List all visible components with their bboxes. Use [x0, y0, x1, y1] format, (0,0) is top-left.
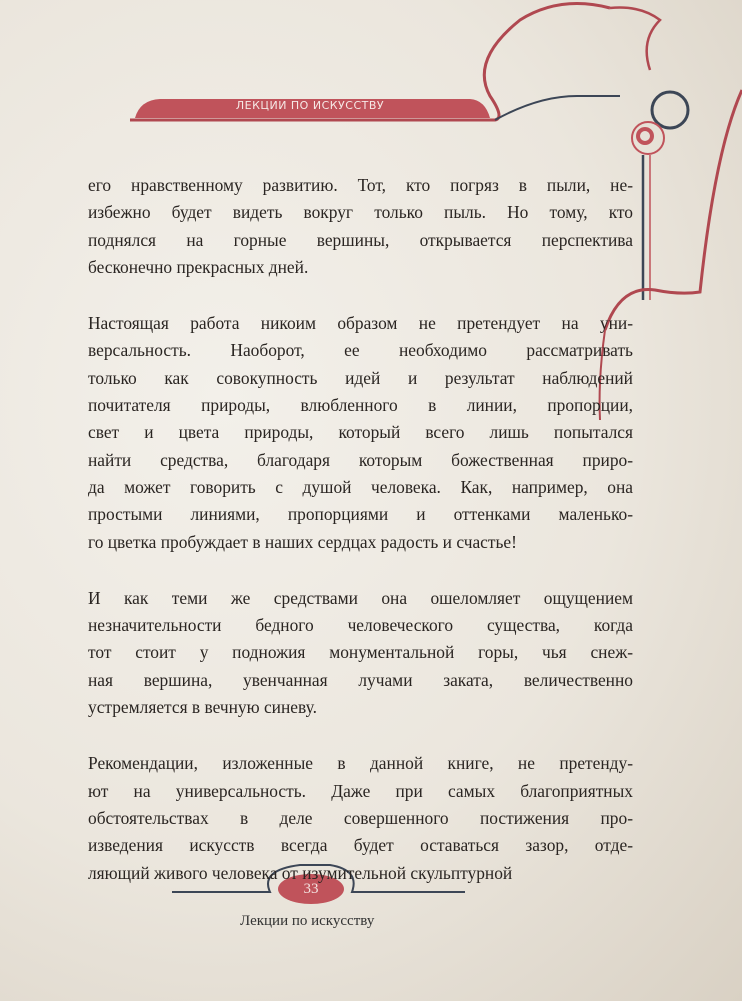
paragraph: [88, 310, 633, 556]
text-line: незначительности бедного человеческого существа, когда: [88, 615, 633, 636]
text-line: бесконечно прекрасных дней.: [88, 256, 309, 277]
text-line: го цветка пробуждает в наших сердцах радость и счастье!: [88, 531, 517, 552]
text-line: И как теми же средствами она ошеломляет ощущением: [88, 587, 633, 608]
text-line: версальность. Наоборот, ее необходимо рассматривать: [88, 340, 633, 361]
body-text: [88, 172, 633, 916]
text-line: ляющий живого человека от изумительной скульптурной: [88, 862, 513, 883]
running-header: ЛЕКЦИИ ПО ИСКУССТВУ: [235, 99, 385, 112]
text-line: почитателя природы, влюбленного в линии, пропорции,: [88, 395, 633, 416]
footer-book-title: Лекции по искусству: [240, 913, 375, 929]
text-line: да может говорить с душой человека. Как, например, она: [88, 476, 633, 497]
text-line: свет и цвета природы, который всего лишь попытался: [88, 422, 633, 443]
text-line: найти средства, благодаря которым божественная приро-: [88, 449, 633, 470]
text-line: поднялся на горные вершины, открывается перспектива: [88, 229, 633, 250]
paragraph: [88, 585, 633, 721]
text-line: простыми линиями, пропорциями и оттенками маленько-: [88, 504, 633, 525]
text-line: его нравственному развитию. Тот, кто погряз в пыли, не-: [88, 175, 633, 195]
text-line: Настоящая работа никоим образом не претендует на уни-: [88, 313, 633, 334]
text-line: избежно будет видеть вокруг только пыль. Но тому, кто: [88, 202, 633, 223]
paragraph: [88, 172, 633, 281]
text-line: обстоятельствах в деле совершенного постижения про-: [88, 807, 633, 828]
text-line: тот стоит у подножия монументальной горы, чья снеж-: [88, 642, 633, 663]
paragraph: [88, 750, 633, 886]
text-line: изведения искусств всегда будет оставаться зазор, отде-: [88, 835, 633, 856]
text-line: ная вершина, увенчанная лучами заката, величественно: [88, 669, 633, 690]
text-line: только как совокупность идей и результат наблюдений: [88, 367, 633, 388]
page-number: 33: [303, 881, 319, 897]
text-line: Рекомендации, изложенные в данной книге, не претенду-: [88, 753, 633, 774]
text-line: ют на универсальность. Даже при самых благоприятных: [88, 780, 633, 801]
text-line: устремляется в вечную синеву.: [88, 697, 317, 718]
